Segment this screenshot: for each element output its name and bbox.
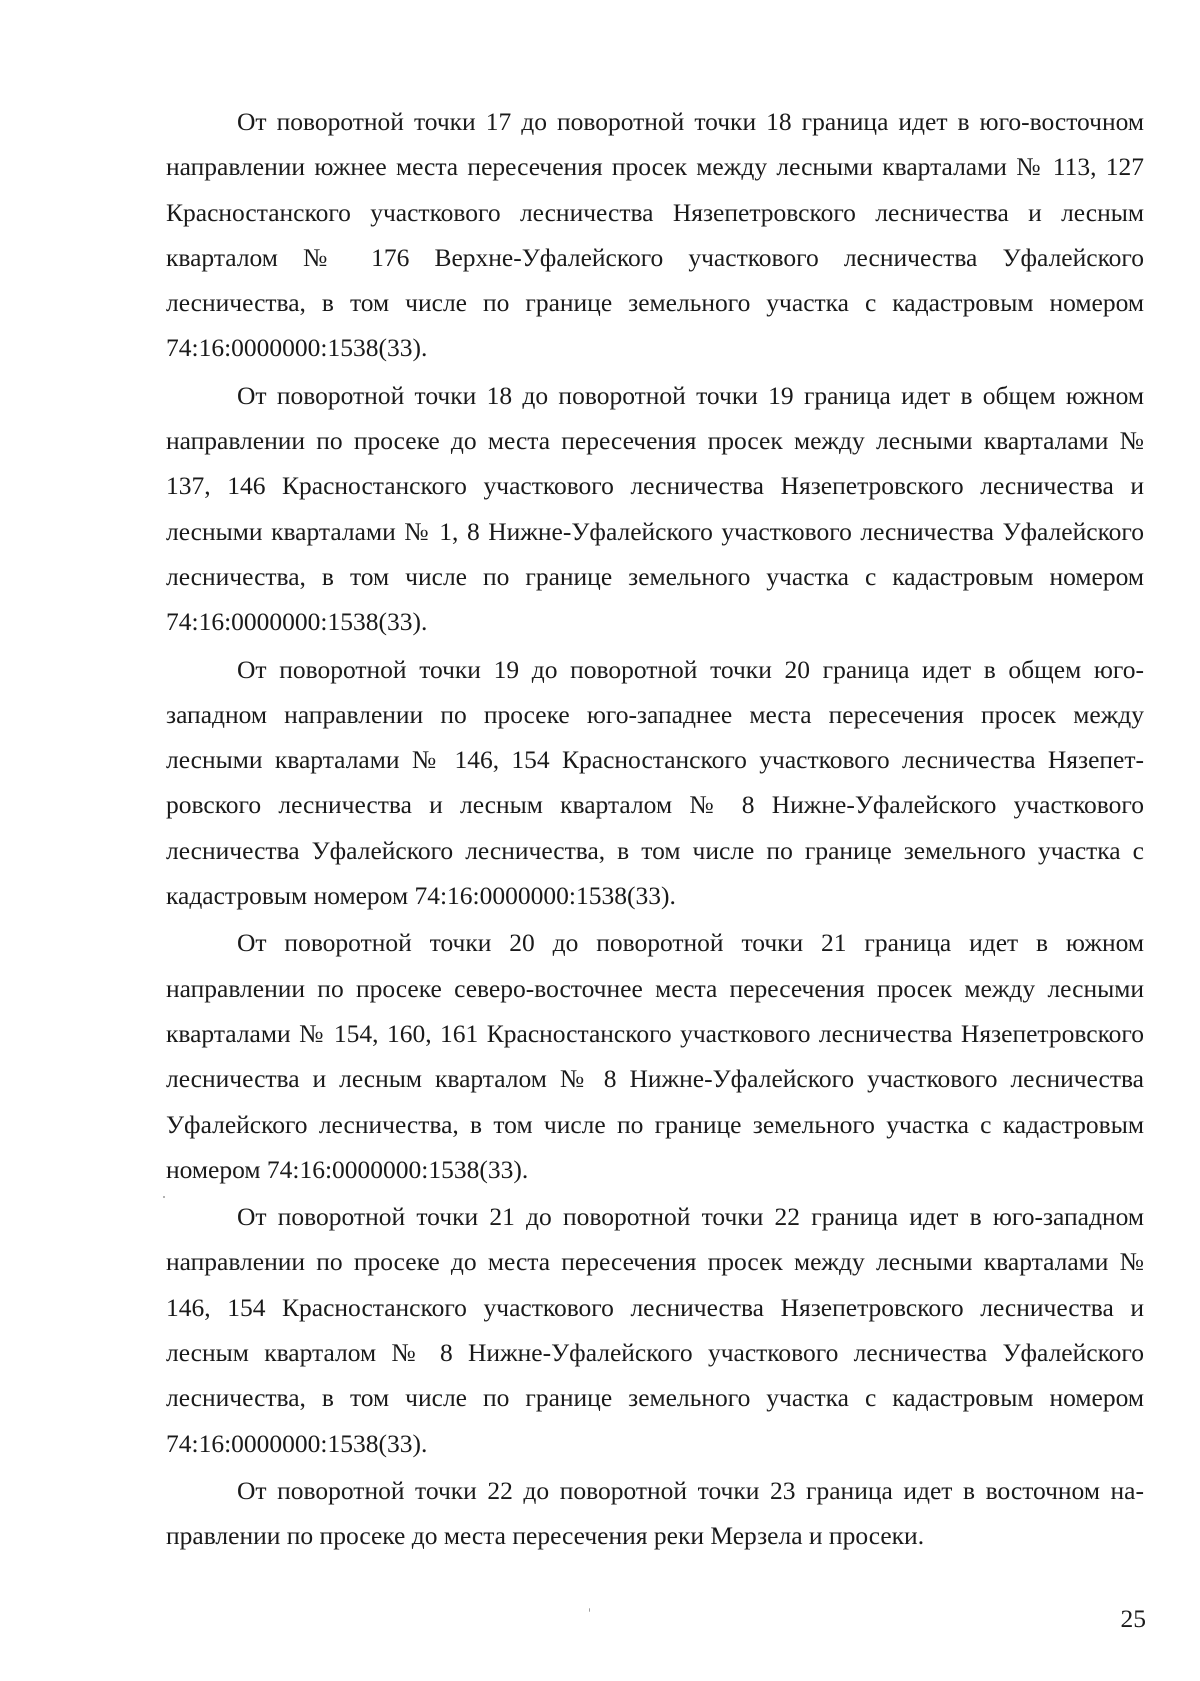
paragraph-boundary-22-23: От поворотной точки 22 до поворотной точки 23 граница идет в восточном направлении по просеке до места пересечения реки Мерзела и просеки. — [166, 1475, 1144, 1551]
paragraph-boundary-17-18: От поворотной точки 17 до поворотной точки 18 граница идет в юго-восточном направлении южнее места пересечения просек между лесными кварталами № 113, 127 Красностанского участкового лесничества Нязепетровского лесничества и лесным кварталом № 176 Верхне-Уфалейского участкового лесничества Уфалейского лесничества, в том числе по границе земельного участка с кадастровым номером 74:16:0000000:1538(33). — [166, 107, 1144, 363]
page-number: 25 — [1120, 1604, 1146, 1633]
body-text — [166, 99, 1144, 1561]
paragraph-boundary-20-21: От поворотной точки 20 до поворотной точки 21 граница идет в южном направлении по просеке северо-восточнее места пересечения просек между лесными кварталами № 154, 160, 161 Красностанского участкового лесничества Нязепетровского лесничества и лесным кварталом № 8 Нижне-Уфалейского участкового лесничества Уфалейского лесничества, в том числе по границе земельного участка с кадастровым номером 74:16:0000000:1538(33). — [166, 928, 1144, 1184]
scan-speck — [589, 1608, 590, 1612]
paragraph-boundary-18-19: От поворотной точки 18 до поворотной точки 19 граница идет в общем южном направлении по просеке до места пересечения просек между лесными кварталами № 137, 146 Красностанского участкового лесничества Нязепетровского лесничества и лесными кварталами № 1, 8 Нижне-Уфалейского участкового лесничества Уфалейского лесничества, в том числе по границе земельного участка с кадастровым номером 74:16:0000000:1538(33). — [166, 380, 1144, 637]
paragraph-boundary-21-22: От поворотной точки 21 до поворотной точки 22 граница идет в юго-западном направлении по просеке до места пересечения просек между лесными кварталами № 146, 154 Красностанского участкового лесничества Нязепетровского лесничества и лесным кварталом № 8 Нижне-Уфалейского участкового лесничества Уфалейского лесничества, в том числе по границе земельного участка с кадастровым номером 74:16:0000000:1538(33). — [166, 1202, 1144, 1458]
scan-speck — [163, 1196, 165, 1198]
paragraph-boundary-19-20: От поворотной точки 19 до поворотной точки 20 граница идет в общем юго-западном направлении по просеке юго-западнее места пересечения просек между лесными кварталами № 146, 154 Красностанского участкового лесничества Нязепетровского лесничества и лесным кварталом № 8 Нижне-Уфалейского участкового лесничества Уфалейского лесничества, в том числе по границе земельного участка с кадастровым номером 74:16:0000000:1538(33). — [166, 654, 1144, 911]
